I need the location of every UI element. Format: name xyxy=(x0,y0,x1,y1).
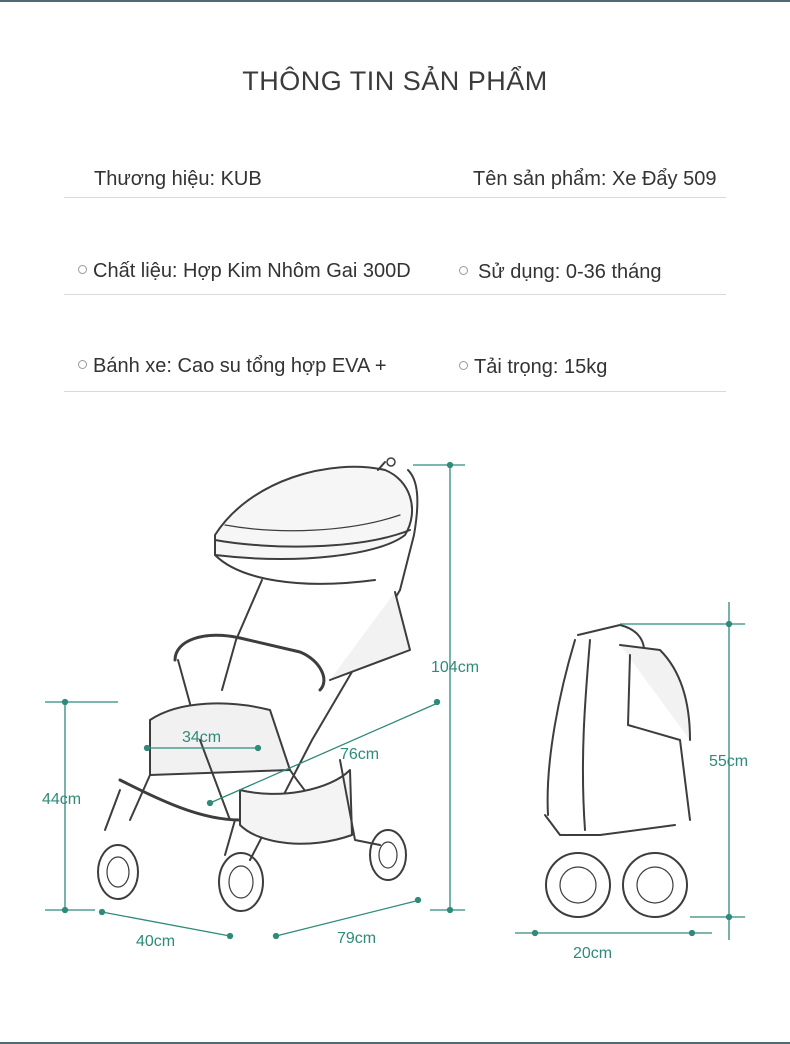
dim-seat-height-label: 44cm xyxy=(42,791,82,808)
divider xyxy=(64,294,726,295)
divider xyxy=(64,391,726,392)
spec-wheels-text: Bánh xe: Cao su tổng hợp EVA + xyxy=(93,355,387,377)
dim-length-label: 76cm xyxy=(340,746,380,763)
dim-height-label: 104cm xyxy=(431,659,480,676)
top-border xyxy=(0,0,790,2)
spec-material-text: Chất liệu: Hợp Kim Nhôm Gai 300D xyxy=(93,260,411,282)
bullet-icon xyxy=(78,265,87,274)
bullet-icon xyxy=(78,360,87,369)
dim-seat-width-label: 34cm xyxy=(182,729,222,746)
spec-brand xyxy=(94,168,262,191)
spec-product-name xyxy=(473,168,716,191)
page-title: THÔNG TIN SẢN PHẨM xyxy=(242,66,548,96)
dim-depth-label: 79cm xyxy=(337,930,377,947)
bullet-icon xyxy=(459,266,468,275)
dim-folded-height-label: 55cm xyxy=(709,753,749,770)
folded-stroller-illustration xyxy=(545,625,690,917)
stroller-dimension-diagram xyxy=(0,440,790,1000)
dimension-labels xyxy=(42,659,748,962)
divider xyxy=(64,197,726,198)
spec-usage xyxy=(459,261,662,284)
spec-load-text: Tải trọng: 15kg xyxy=(474,356,608,378)
dim-folded-depth-label: 20cm xyxy=(573,945,613,962)
spec-product-name-text: Tên sản phẩm: Xe Đẩy 509 xyxy=(473,168,717,190)
spec-load xyxy=(459,356,607,379)
spec-wheels xyxy=(78,355,387,378)
spec-material xyxy=(78,260,411,283)
spec-usage-text: Sử dụng: 0-36 tháng xyxy=(478,261,662,283)
dim-width-label: 40cm xyxy=(136,933,176,950)
open-stroller-illustration xyxy=(98,458,417,911)
bullet-icon xyxy=(459,361,468,370)
spec-brand-text: Thương hiệu: KUB xyxy=(94,168,262,190)
